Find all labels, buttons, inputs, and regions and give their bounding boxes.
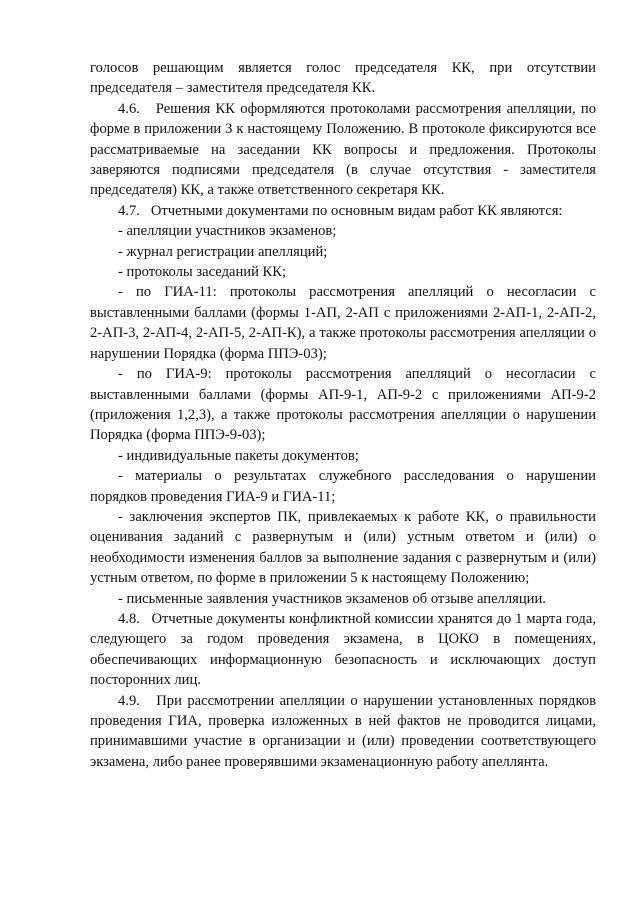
- item-number: 4.7.: [118, 202, 140, 219]
- paragraph-4-8: [90, 609, 596, 691]
- item-number: 4.6.: [118, 100, 140, 117]
- list-item: - по ГИА-9: протоколы рассмотрения апелляций о несогласии с выставленными баллами (формы АП-9-1, АП-9-2 с приложениями АП-9-2 (приложения 1,2,3), а также протоколы рассмотрения апелляции о нарушении Порядка (форма ППЭ-9-03);: [90, 366, 596, 444]
- list-item: - апелляции участников экзаменов;: [118, 223, 337, 240]
- item-number: 4.8.: [118, 610, 140, 627]
- list-item: - протоколы заседаний КК;: [118, 264, 287, 281]
- item-number: 4.9.: [118, 692, 140, 709]
- list-item: - материалы о результатах служебного расследования о нарушении порядков проведения ГИА-9 и ГИА-11;: [90, 468, 596, 505]
- item-text: Отчетные документы конфликтной комиссии хранятся до 1 марта года, следующего за годом проведения экзамена, в ЦОКО в помещениях, обеспечивающих информационную безопасность и исключающих доступ посторонних лиц.: [90, 610, 596, 689]
- item-text: Отчетными документами по основным видам работ КК являются:: [150, 202, 563, 219]
- list-item: - заключения экспертов ПК, привлекаемых к работе КК, о правильности оценивания заданий с развернутым и (или) устным ответом и (или) о необходимости изменения баллов за выполнение задания с развернутым и (или) устным ответом, по форме в приложении 5 к настоящему Положению;: [90, 508, 596, 587]
- list-item: - по ГИА-11: протоколы рассмотрения апелляций о несогласии с выставленными баллами (формы 1-АП, 2-АП с приложениями 2-АП-1, 2-АП-2, 2-АП-3, 2-АП-4, 2-АП-5, 2-АП-К), а также протоколы рассмотрения апелляции о нарушении Порядка (форма ППЭ-03);: [90, 284, 596, 362]
- item-text: Решения КК оформляются протоколами рассмотрения апелляции, по форме в приложении 3 к настоящему Положению. В протоколе фиксируются все рассматриваемые на заседании КК вопросы и предложения. Протоколы заверяются подписями председателя (в случае отсутствия - заместителя председателя) КК, а также ответственного секретаря КК.: [90, 100, 596, 199]
- paragraph-continuation: голосов решающим является голос председателя КК, при отсутствии председателя – заместителя председателя КК.: [90, 60, 596, 97]
- paragraph-4-9: [90, 691, 596, 773]
- list-item: - индивидуальные пакеты документов;: [118, 447, 359, 464]
- paragraph-4-6: [90, 99, 596, 201]
- list-item: - журнал регистрации апелляций;: [118, 243, 328, 260]
- document-page: [90, 58, 596, 772]
- list-item: - письменные заявления участников экзаменов об отзыве апелляции.: [118, 590, 546, 607]
- paragraph-4-7: [90, 201, 596, 221]
- item-text: При рассмотрении апелляции о нарушении установленных порядков проведения ГИА, проверка изложенных в ней фактов не проводится лицами, принимавшими участие в организации и (или) проведении соответствующего экзамена, либо ранее проверявшими экзаменационную работу апеллянта.: [90, 692, 596, 770]
